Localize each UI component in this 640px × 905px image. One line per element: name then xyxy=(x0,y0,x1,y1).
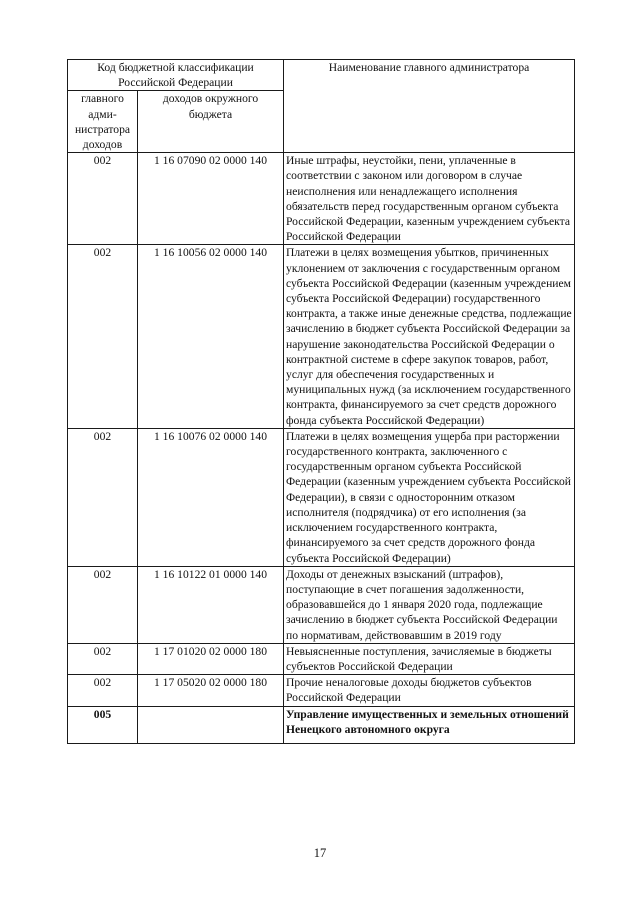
header-district-budget-income: доходов окружного бюджета xyxy=(138,91,284,153)
header-administrator-name: Наименование главного администратора xyxy=(284,60,575,153)
cell-administrator-name: Невыясненные поступления, зачисляемые в бюджеты субъектов Российской Федерации xyxy=(284,643,575,674)
table-row xyxy=(68,153,575,245)
cell-admin-code: 002 xyxy=(68,245,138,428)
table-row xyxy=(68,675,575,706)
cell-income-code: 1 17 05020 02 0000 180 xyxy=(138,675,284,706)
table-row xyxy=(68,245,575,428)
header-row-group xyxy=(68,60,575,91)
cell-admin-code: 002 xyxy=(68,566,138,643)
cell-admin-code: 002 xyxy=(68,643,138,674)
cell-income-code: 1 16 10056 02 0000 140 xyxy=(138,245,284,428)
cell-income-code: 1 16 07090 02 0000 140 xyxy=(138,153,284,245)
cell-income-code: 1 16 10122 01 0000 140 xyxy=(138,566,284,643)
table-header xyxy=(68,60,575,153)
cell-admin-code: 002 xyxy=(68,428,138,566)
table-body xyxy=(68,153,575,744)
cell-administrator-name: Доходы от денежных взысканий (штрафов), поступающие в счет погашения задолженности, образовавшейся до 1 января 2020 года, подлежащие зачислению в бюджет субъекта Российской Федерации по нормативам, действовавшим в 2019 году xyxy=(284,566,575,643)
cell-administrator-name: Управление имущественных и земельных отношений Ненецкого автономного округа xyxy=(284,706,575,743)
cell-income-code xyxy=(138,706,284,743)
table-row xyxy=(68,706,575,743)
cell-income-code: 1 17 01020 02 0000 180 xyxy=(138,643,284,674)
table-row xyxy=(68,643,575,674)
table-row xyxy=(68,428,575,566)
page-number: 17 xyxy=(313,846,327,860)
header-main-administrator: главного адми-нистратора доходов xyxy=(68,91,138,153)
cell-admin-code: 005 xyxy=(68,706,138,743)
table-row xyxy=(68,566,575,643)
cell-admin-code: 002 xyxy=(68,153,138,245)
cell-administrator-name: Платежи в целях возмещения ущерба при расторжении государственного контракта, заключенного с государственным органом субъекта Российской Федерации (казенным учреждением субъекта Российской Федерации), в связи с односторонним отказом исполнителя (подрядчика) от его исполнения (за исключением государственного контракта, финансируемого за счет средств дорожного фонда субъекта Российской Федерации) xyxy=(284,428,575,566)
budget-classification-table xyxy=(67,59,575,744)
cell-administrator-name: Платежи в целях возмещения убытков, причиненных уклонением от заключения с государственным органом субъекта Российской Федерации (казенным учреждением субъекта Российской Федерации) государственного контракта, а также иные денежные средства, подлежащие зачислению в бюджет субъекта Российской Федерации за нарушение законодательства Российской Федерации о контрактной системе в сфере закупок товаров, работ, услуг для обеспечения государственных и муниципальных нужд (за исключением государственного контракта, финансируемого за счет средств дорожного фонда субъекта Российской Федерации) xyxy=(284,245,575,428)
cell-income-code: 1 16 10076 02 0000 140 xyxy=(138,428,284,566)
cell-administrator-name: Иные штрафы, неустойки, пени, уплаченные в соответствии с законом или договором в случае неисполнения или ненадлежащего исполнения обязательств перед государственным органом субъекта Российской Федерации, казенным учреждением субъекта Российской Федерации xyxy=(284,153,575,245)
header-classification-code: Код бюджетной классификации Российской Федерации xyxy=(68,60,284,91)
cell-administrator-name: Прочие неналоговые доходы бюджетов субъектов Российской Федерации xyxy=(284,675,575,706)
cell-admin-code: 002 xyxy=(68,675,138,706)
